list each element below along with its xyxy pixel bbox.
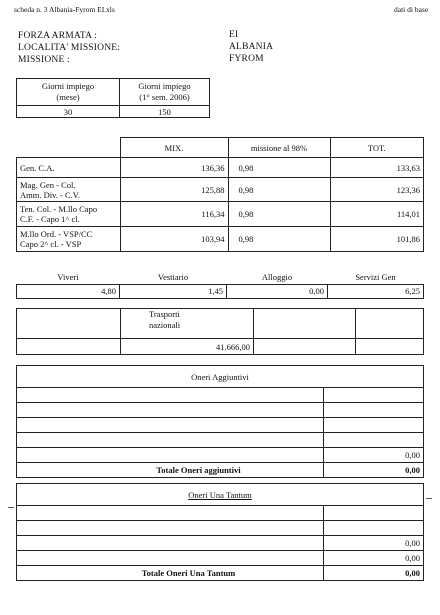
oneri-una-tantum-title: Oneri Una Tantum <box>17 484 424 506</box>
grade-pct: 0,98 <box>228 178 330 202</box>
source-label: dati di base <box>394 5 429 14</box>
grade-name: M.llo Ord. - VSP/CC Capo 2^ cl. - VSP <box>17 227 121 252</box>
giorni-value-semestre: 150 <box>120 106 210 118</box>
servizi-header-viveri: Viveri <box>17 270 120 284</box>
empty-cell <box>17 448 324 463</box>
empty-cell <box>17 418 324 433</box>
oneri-una-tantum-total-label: Totale Oneri Una Tantum <box>17 566 324 581</box>
info-label-missione: MISSIONE : <box>18 55 70 65</box>
grades-header-tot: TOT. <box>330 138 424 158</box>
empty-cell <box>17 536 324 551</box>
grade-mix: 103,94 <box>120 227 228 252</box>
empty-cell <box>324 433 424 448</box>
oneri-aggiuntivi-subtotal: 0,00 <box>324 448 424 463</box>
empty-cell <box>17 403 324 418</box>
trasporti-label: Trasporti nazionali <box>121 309 254 339</box>
oneri-una-tantum-sub2: 0,00 <box>324 551 424 566</box>
grade-mix: 116,34 <box>120 202 228 227</box>
table-row <box>17 284 424 298</box>
info-value-missione: FYROM <box>229 54 264 64</box>
grade-tot: 114,01 <box>330 202 424 227</box>
trasporti-blank-6 <box>356 339 424 355</box>
trasporti-blank-4 <box>17 339 121 355</box>
oneri-aggiuntivi-total-label: Totale Oneri aggiuntivi <box>17 463 324 478</box>
grades-header-mix: MIX. <box>120 138 228 158</box>
oneri-aggiuntivi-table <box>16 365 424 478</box>
grades-header-empty <box>17 138 121 158</box>
grades-header-pct: missione al 98% <box>228 138 330 158</box>
grade-tot: 133,63 <box>330 158 424 178</box>
grade-tot: 101,86 <box>330 227 424 252</box>
giorni-value-mese: 30 <box>17 106 120 118</box>
giorni-table <box>16 78 210 118</box>
servizi-table <box>16 270 424 299</box>
empty-cell <box>324 403 424 418</box>
servizi-header-vestiario: Vestiario <box>120 270 227 284</box>
giorni-header-semestre: Giorni impiego (1° sem. 2006) <box>120 79 210 106</box>
empty-cell <box>324 418 424 433</box>
grade-tot: 123,36 <box>330 178 424 202</box>
empty-cell <box>17 551 324 566</box>
trasporti-blank-2 <box>254 309 356 339</box>
grade-name: Ten. Col. - M.llo Capo C.F. - Capo 1^ cl. <box>17 202 121 227</box>
table-row <box>17 202 424 227</box>
trasporti-blank-1 <box>17 309 121 339</box>
oneri-una-tantum-table <box>16 483 424 581</box>
oneri-aggiuntivi-total: 0,00 <box>324 463 424 478</box>
trasporti-blank-5 <box>254 339 356 355</box>
grade-pct: 0,98 <box>228 227 330 252</box>
info-label-localita: LOCALITA' MISSIONE: <box>18 43 121 53</box>
grades-table <box>16 137 424 252</box>
file-label: scheda n. 3 Albania-Fyrom EI.xls <box>14 5 115 14</box>
empty-cell <box>324 521 424 536</box>
empty-cell <box>324 388 424 403</box>
empty-cell <box>17 521 324 536</box>
servizi-header-alloggio: Alloggio <box>227 270 328 284</box>
giorni-header-mese: Giorni impiego (mese) <box>17 79 120 106</box>
trasporti-table <box>16 308 424 355</box>
oneri-aggiuntivi-title: Oneri Aggiuntivi <box>17 366 424 388</box>
scan-mark <box>426 498 432 499</box>
scan-mark <box>8 507 14 508</box>
grade-name: Mag. Gen - Col. Amm. Div. - C.V. <box>17 178 121 202</box>
table-row <box>17 158 424 178</box>
empty-cell <box>17 388 324 403</box>
grade-pct: 0,98 <box>228 202 330 227</box>
servizi-value-servizi-gen: 6,25 <box>328 284 424 298</box>
info-value-forza-armata: EI <box>229 30 239 40</box>
table-row <box>17 227 424 252</box>
table-row <box>17 178 424 202</box>
empty-cell <box>324 506 424 521</box>
trasporti-blank-3 <box>356 309 424 339</box>
grade-mix: 136,36 <box>120 158 228 178</box>
oneri-una-tantum-total: 0,00 <box>324 566 424 581</box>
info-label-forza-armata: FORZA ARMATA : <box>18 31 98 41</box>
trasporti-value: 41.666,00 <box>121 339 254 355</box>
grade-name: Gen. C.A. <box>17 158 121 178</box>
servizi-header-servizi-gen: Servizi Gen <box>328 270 424 284</box>
grade-pct: 0,98 <box>228 158 330 178</box>
servizi-value-viveri: 4,80 <box>17 284 120 298</box>
empty-cell <box>17 506 324 521</box>
oneri-una-tantum-sub1: 0,00 <box>324 536 424 551</box>
empty-cell <box>17 433 324 448</box>
servizi-value-vestiario: 1,45 <box>120 284 227 298</box>
info-value-localita: ALBANIA <box>229 42 274 52</box>
grade-mix: 125,88 <box>120 178 228 202</box>
servizi-value-alloggio: 0,00 <box>227 284 328 298</box>
